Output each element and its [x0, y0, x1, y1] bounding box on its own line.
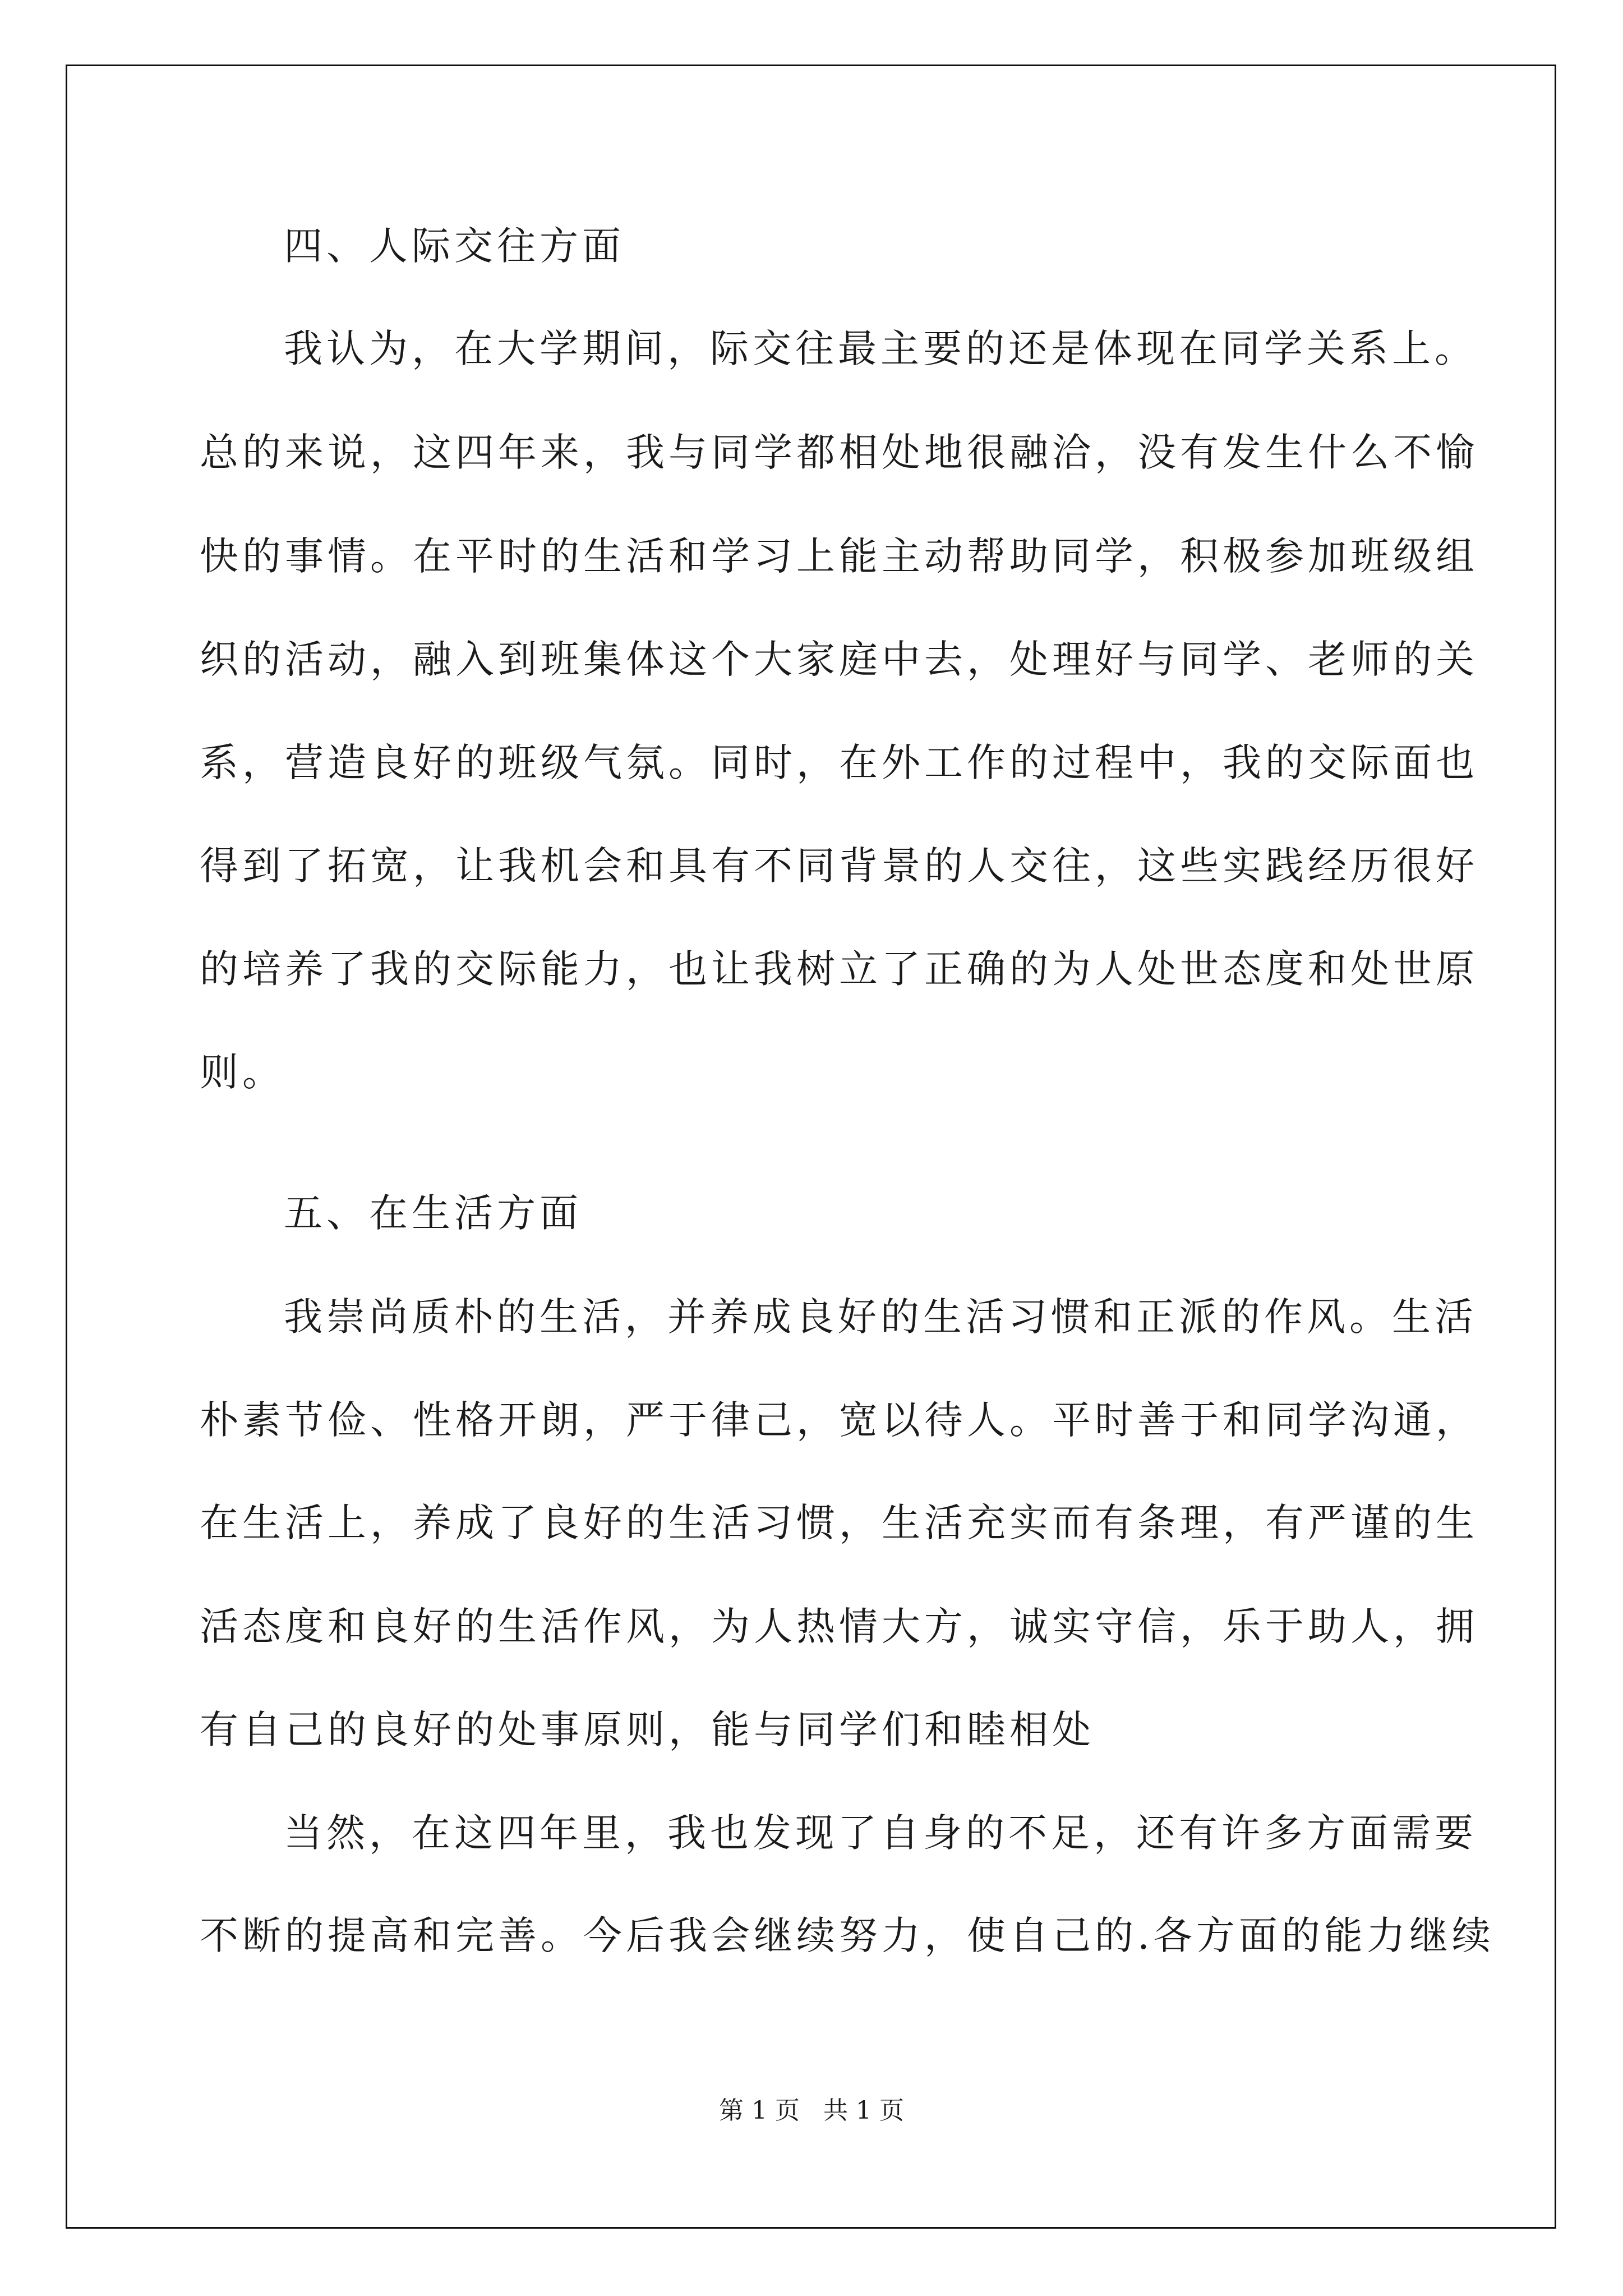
- paragraph-line: 朴素节俭、性格开朗，严于律己，宽以待人。平时善于和同学沟通，: [200, 1398, 1478, 1443]
- paragraph-line: 我认为，在大学期间，际交往最主要的还是体现在同学关系上。: [284, 326, 1477, 371]
- section-heading-interpersonal: 四、人际交往方面: [284, 224, 625, 269]
- paragraph-line: 不断的提高和完善。今后我会继续努力，使自己的.各方面的能力继续: [200, 1913, 1495, 1958]
- paragraph-line: 快的事情。在平时的生活和学习上能主动帮助同学，积极参加班级组: [200, 534, 1478, 579]
- paragraph-line: 织的活动，融入到班集体这个大家庭中去，处理好与同学、老师的关: [200, 637, 1478, 682]
- paragraph-line: 当然，在这四年里，我也发现了自身的不足，还有许多方面需要: [284, 1811, 1477, 1856]
- paragraph-line: 的培养了我的交际能力，也让我树立了正确的为人处世态度和处世原: [200, 947, 1478, 992]
- paragraph-line: 我崇尚质朴的生活，并养成良好的生活习惯和正派的作风。生活: [284, 1295, 1477, 1340]
- paragraph-line: 得到了拓宽，让我机会和具有不同背景的人交往，这些实践经历很好: [200, 844, 1478, 889]
- paragraph-line: 则。: [200, 1050, 285, 1095]
- section-heading-life: 五、在生活方面: [284, 1191, 582, 1236]
- paragraph-line: 在生活上，养成了良好的生活习惯，生活充实而有条理，有严谨的生: [200, 1501, 1478, 1545]
- page-border: [66, 65, 1556, 2229]
- page-number-footer: 第 1 页 共 1 页: [719, 2096, 904, 2125]
- paragraph-line: 有自己的良好的处事原则，能与同学们和睦相处: [200, 1708, 1095, 1752]
- paragraph-line: 活态度和良好的生活作风，为人热情大方，诚实守信，乐于助人，拥: [200, 1604, 1478, 1649]
- paragraph-line: 系，营造良好的班级气氛。同时，在外工作的过程中，我的交际面也: [200, 740, 1478, 785]
- paragraph-line: 总的来说，这四年来，我与同学都相处地很融洽，没有发生什么不愉: [200, 430, 1478, 475]
